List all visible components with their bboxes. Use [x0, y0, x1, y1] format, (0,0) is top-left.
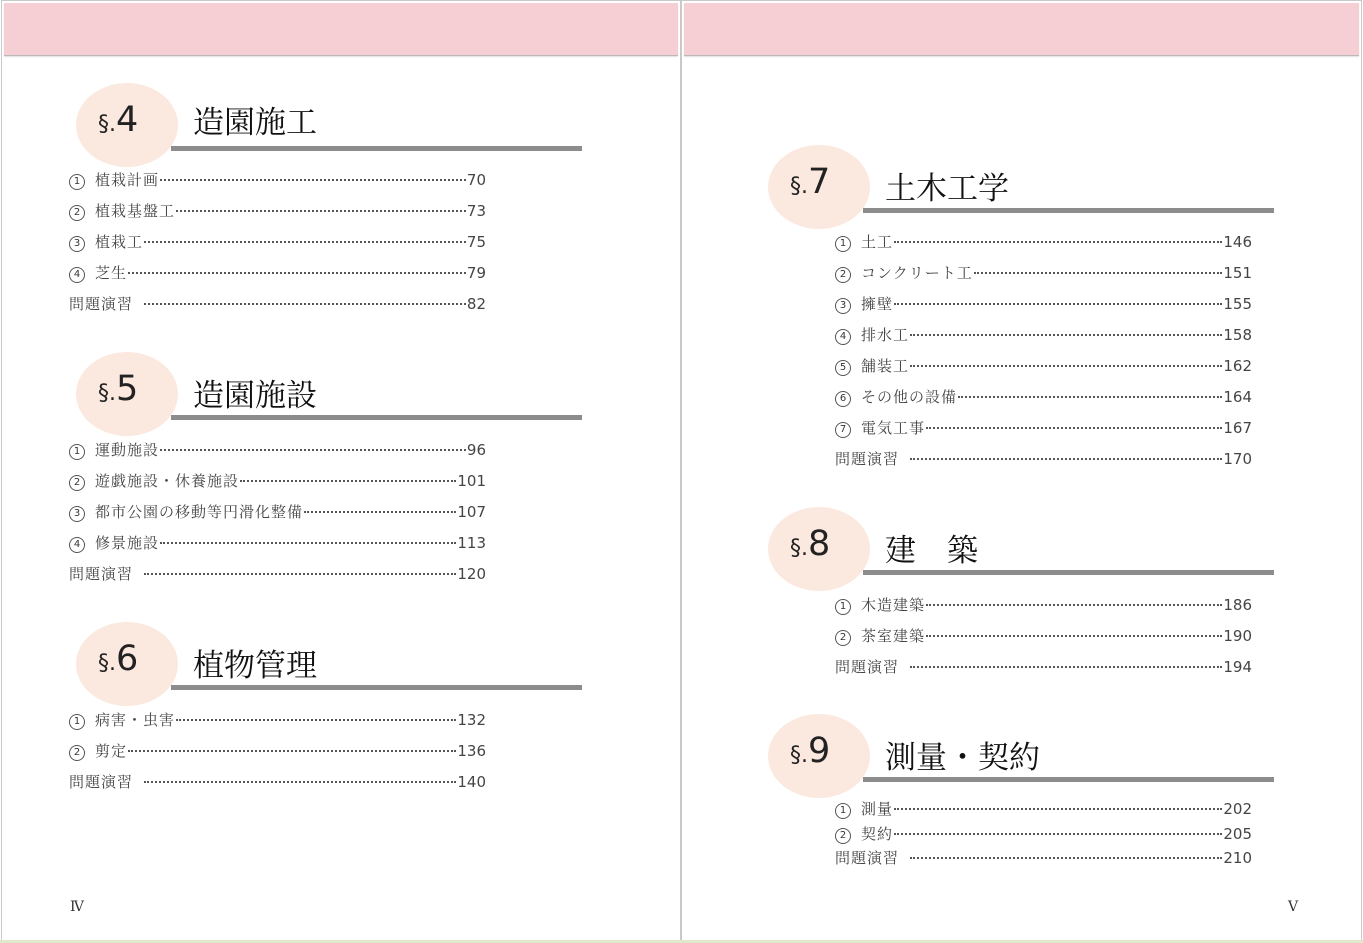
entry-page: 158	[1223, 326, 1252, 344]
entry-label: 電気工事	[861, 419, 926, 437]
header-band	[684, 3, 1359, 56]
entry-page: 170	[1223, 450, 1252, 468]
toc-entry[interactable]	[69, 740, 486, 771]
section-number: §.4	[98, 100, 139, 140]
toc-entry[interactable]	[69, 262, 486, 293]
item-number: 2	[69, 745, 85, 761]
section-6-entries	[69, 709, 486, 802]
entry-page: 96	[466, 441, 486, 459]
toc-entry[interactable]	[835, 798, 1252, 823]
section-title: 植物管理	[193, 648, 317, 684]
entry-page: 79	[466, 264, 486, 282]
leader-dots	[304, 511, 456, 513]
item-number: 1	[835, 599, 851, 615]
leader-dots	[894, 808, 1222, 810]
section-title: 建 築	[885, 533, 978, 569]
entry-page: 194	[1223, 658, 1252, 676]
leader-dots	[910, 857, 1222, 859]
entry-page: 82	[466, 295, 486, 313]
entry-page: 167	[1223, 419, 1252, 437]
entry-label: 遊戯施設・休養施設	[95, 472, 240, 490]
section-title: 土木工学	[885, 171, 1009, 207]
toc-entry[interactable]	[835, 417, 1252, 448]
item-number: 2	[835, 828, 851, 844]
item-number: 4	[69, 267, 85, 283]
entry-label: 病害・虫害	[95, 711, 176, 729]
section-underline	[171, 685, 582, 690]
page-folio: Ⅴ	[1288, 899, 1299, 915]
leader-dots	[128, 272, 466, 274]
section-title: 測量・契約	[885, 740, 1040, 776]
toc-entry[interactable]	[69, 532, 486, 563]
toc-entry[interactable]	[835, 231, 1252, 262]
leader-dots	[910, 458, 1222, 460]
toc-exercise[interactable]	[835, 847, 1252, 878]
section-8-entries	[835, 594, 1252, 687]
leader-dots	[176, 719, 456, 721]
leader-dots	[160, 542, 456, 544]
toc-entry[interactable]	[835, 594, 1252, 625]
entry-page: 132	[457, 711, 486, 729]
section-9-entries	[835, 798, 1252, 878]
leader-dots	[926, 635, 1222, 637]
section-7-entries	[835, 231, 1252, 479]
toc-exercise[interactable]	[69, 293, 486, 324]
section-5-entries	[69, 439, 486, 594]
entry-page: 107	[457, 503, 486, 521]
entry-page: 186	[1223, 596, 1252, 614]
entry-label: その他の設備	[861, 388, 958, 406]
entry-page: 190	[1223, 627, 1252, 645]
entry-page: 120	[457, 565, 486, 583]
leader-dots	[144, 781, 456, 783]
item-number: 3	[69, 236, 85, 252]
section-title: 造園施工	[193, 105, 317, 141]
entry-page: 155	[1223, 295, 1252, 313]
section-underline	[171, 415, 582, 420]
item-number: 3	[69, 506, 85, 522]
item-number: 5	[835, 360, 851, 376]
entry-page: 136	[457, 742, 486, 760]
leader-dots	[176, 210, 466, 212]
entry-page: 205	[1223, 825, 1252, 843]
entry-label: 植栽工	[95, 233, 144, 251]
entry-label: 茶室建築	[861, 627, 926, 645]
section-number: §.5	[98, 369, 139, 409]
header-band	[4, 3, 678, 56]
entry-label: 契約	[861, 825, 894, 843]
item-number: 1	[835, 236, 851, 252]
item-number: 2	[835, 267, 851, 283]
entry-label: 剪定	[95, 742, 128, 760]
entry-label: 木造建築	[861, 596, 926, 614]
toc-entry[interactable]	[69, 470, 486, 501]
entry-label: コンクリート工	[861, 264, 973, 282]
entry-page: 202	[1223, 800, 1252, 818]
leader-dots	[144, 573, 456, 575]
leader-dots	[926, 604, 1222, 606]
toc-entry[interactable]	[835, 823, 1252, 847]
entry-label: 植栽計画	[95, 171, 160, 189]
section-underline	[863, 777, 1274, 782]
item-number: 1	[69, 444, 85, 460]
entry-label: 芝生	[95, 264, 128, 282]
item-number: 6	[835, 391, 851, 407]
item-number: 1	[835, 803, 851, 819]
toc-entry[interactable]	[69, 231, 486, 262]
item-number: 2	[69, 205, 85, 221]
section-number: §.8	[790, 524, 831, 564]
leader-dots	[894, 303, 1222, 305]
item-number: 4	[835, 329, 851, 345]
toc-entry[interactable]	[69, 501, 486, 532]
leader-dots	[910, 365, 1222, 367]
section-4-entries	[69, 169, 486, 324]
entry-page: 101	[457, 472, 486, 490]
exercise-label: 問題演習	[69, 773, 134, 791]
toc-entry[interactable]	[69, 439, 486, 470]
toc-entry[interactable]	[69, 200, 486, 231]
leader-dots	[144, 303, 466, 305]
item-number: 2	[69, 475, 85, 491]
entry-label: 都市公園の移動等円滑化整備	[95, 503, 304, 521]
toc-entry[interactable]	[835, 293, 1252, 324]
entry-label: 擁壁	[861, 295, 894, 313]
exercise-label: 問題演習	[835, 658, 900, 676]
leader-dots	[974, 272, 1223, 274]
item-number: 2	[835, 630, 851, 646]
section-underline	[863, 570, 1274, 575]
toc-exercise[interactable]	[835, 656, 1252, 687]
leader-dots	[240, 480, 456, 482]
entry-label: 土工	[861, 233, 894, 251]
exercise-label: 問題演習	[835, 849, 900, 867]
leader-dots	[910, 666, 1222, 668]
toc-exercise[interactable]	[835, 448, 1252, 479]
item-number: 1	[69, 714, 85, 730]
toc-exercise[interactable]	[69, 771, 486, 802]
item-number: 4	[69, 537, 85, 553]
toc-entry[interactable]	[835, 355, 1252, 386]
left-page	[1, 0, 681, 941]
toc-entry[interactable]	[835, 262, 1252, 293]
leader-dots	[160, 449, 466, 451]
entry-page: 164	[1223, 388, 1252, 406]
entry-page: 162	[1223, 357, 1252, 375]
item-number: 1	[69, 174, 85, 190]
leader-dots	[144, 241, 466, 243]
item-number: 3	[835, 298, 851, 314]
entry-page: 151	[1223, 264, 1252, 282]
leader-dots	[894, 241, 1222, 243]
entry-page: 70	[466, 171, 486, 189]
entry-label: 排水工	[861, 326, 910, 344]
entry-label: 修景施設	[95, 534, 160, 552]
leader-dots	[160, 179, 466, 181]
toc-exercise[interactable]	[69, 563, 486, 594]
entry-label: 舗装工	[861, 357, 910, 375]
right-page	[681, 0, 1362, 941]
leader-dots	[926, 427, 1222, 429]
entry-page: 75	[466, 233, 486, 251]
exercise-label: 問題演習	[69, 295, 134, 313]
exercise-label: 問題演習	[69, 565, 134, 583]
section-number: §.9	[790, 731, 831, 771]
section-number: §.6	[98, 639, 139, 679]
section-title: 造園施設	[193, 378, 317, 414]
leader-dots	[910, 334, 1222, 336]
exercise-label: 問題演習	[835, 450, 900, 468]
entry-page: 210	[1223, 849, 1252, 867]
entry-page: 146	[1223, 233, 1252, 251]
section-underline	[863, 208, 1274, 213]
toc-entry[interactable]	[835, 324, 1252, 355]
entry-label: 植栽基盤工	[95, 202, 176, 220]
entry-label: 運動施設	[95, 441, 160, 459]
toc-entry[interactable]	[69, 709, 486, 740]
toc-entry[interactable]	[835, 386, 1252, 417]
leader-dots	[128, 750, 456, 752]
leader-dots	[894, 833, 1222, 835]
page-folio: Ⅳ	[70, 899, 84, 915]
section-underline	[171, 146, 582, 151]
entry-label: 測量	[861, 800, 894, 818]
entry-page: 113	[457, 534, 486, 552]
entry-page: 140	[457, 773, 486, 791]
leader-dots	[958, 396, 1222, 398]
toc-entry[interactable]	[835, 625, 1252, 656]
entry-page: 73	[466, 202, 486, 220]
item-number: 7	[835, 422, 851, 438]
toc-entry[interactable]	[69, 169, 486, 200]
section-number: §.7	[790, 162, 831, 202]
